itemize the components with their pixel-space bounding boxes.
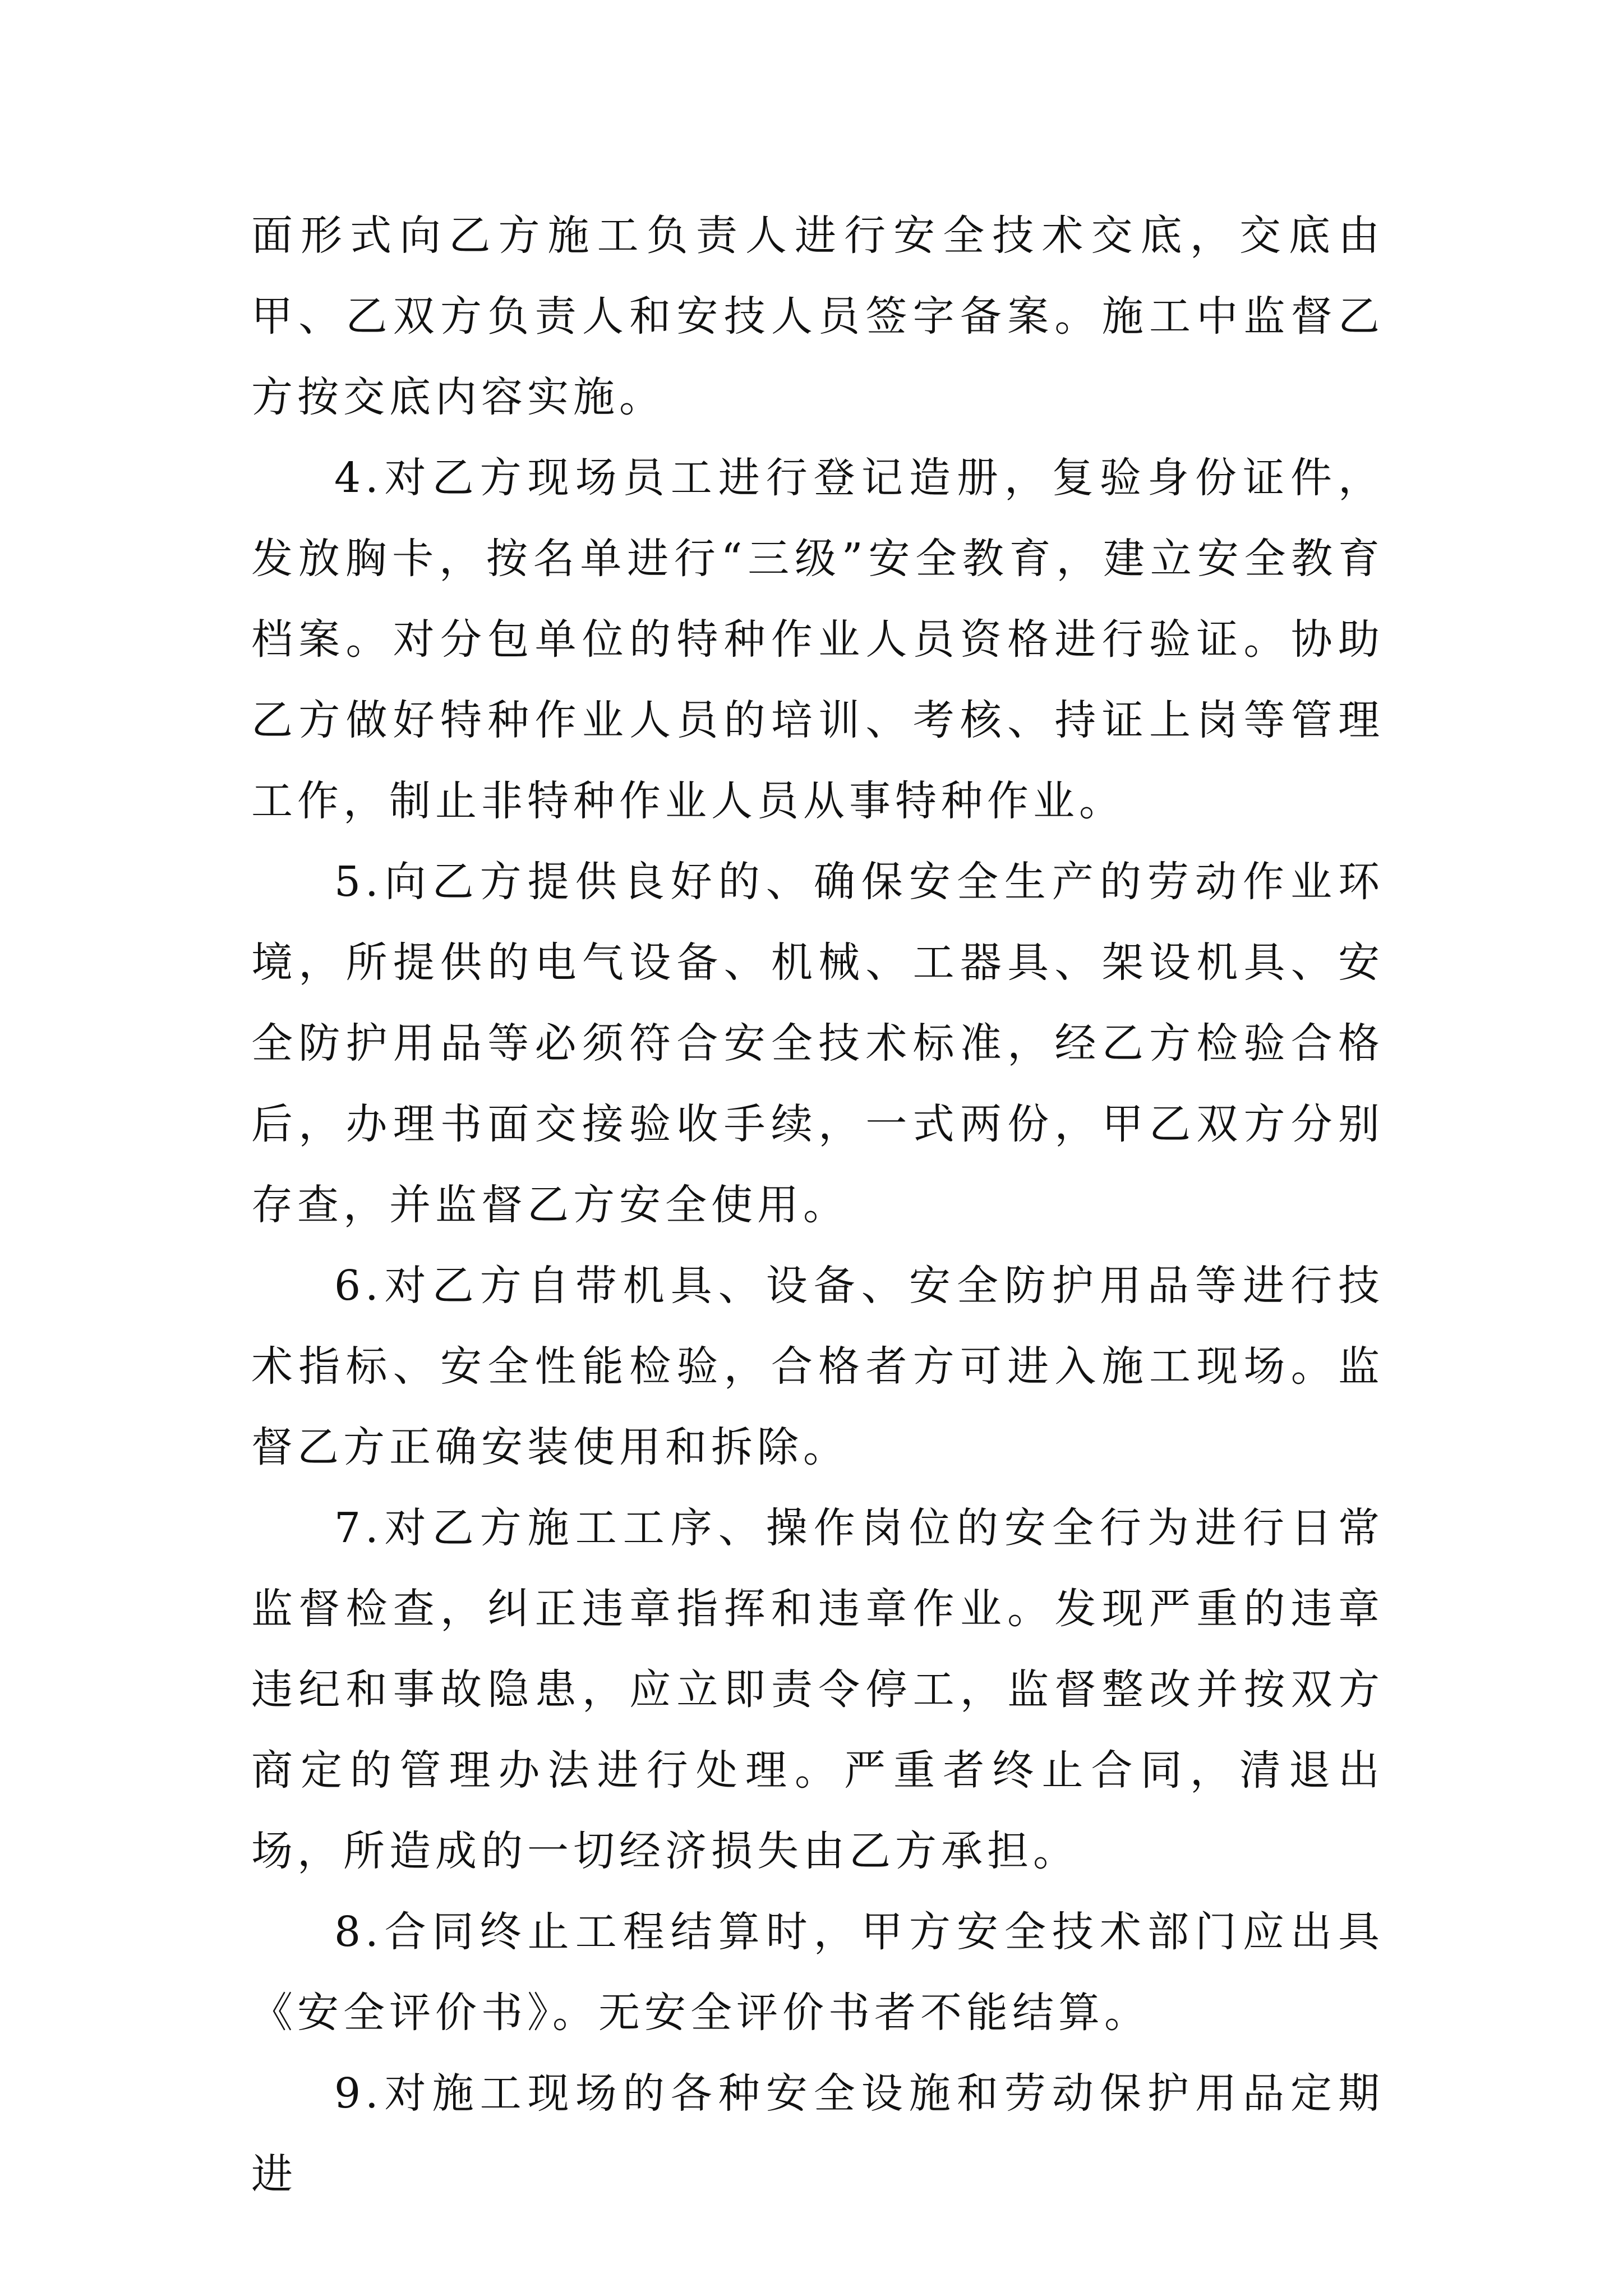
paragraph-item-6: 6.对乙方自带机具、设备、安全防护用品等进行技术指标、安全性能检验，合格者方可进入施工现场。监督乙方正确安装使用和拆除。 xyxy=(251,1262,1384,1471)
paragraph-continuation: 面形式向乙方施工负责人进行安全技术交底，交底由甲、乙双方负责人和安技人员签字备案。施工中监督乙方按交底内容实施。 xyxy=(251,211,1384,421)
paragraph-item-5: 5.向乙方提供良好的、确保安全生产的劳动作业环境，所提供的电气设备、机械、工器具、架设机具、安全防护用品等必须符合安全技术标准，经乙方检验合格后，办理书面交接验收手续，一式两份，甲乙双方分别存查，并监督乙方安全使用。 xyxy=(251,858,1384,1229)
paragraph-item-4: 4.对乙方现场员工进行登记造册，复验身份证件，发放胸卡，按名单进行“三级”安全教育，建立安全教育档案。对分包单位的特种作业人员资格进行验证。协助乙方做好特种作业人员的培训、考核、持证上岗等管理工作，制止非特种作业人员从事特种作业。 xyxy=(251,454,1384,825)
paragraph-item-9: 9.对施工现场的各种安全设施和劳动保护用品定期进 xyxy=(251,2069,1384,2198)
paragraph-item-7: 7.对乙方施工工序、操作岗位的安全行为进行日常监督检查，纠正违章指挥和违章作业。发现严重的违章违纪和事故隐患，应立即责令停工，监督整改并按双方商定的管理办法进行处理。严重者终止合同，清退出场，所造成的一切经济损失由乙方承担。 xyxy=(251,1504,1384,1875)
document-body xyxy=(251,195,1384,2215)
paragraph-item-8: 8.合同终止工程结算时，甲方安全技术部门应出具《安全评价书》。无安全评价书者不能结算。 xyxy=(251,1908,1384,2037)
